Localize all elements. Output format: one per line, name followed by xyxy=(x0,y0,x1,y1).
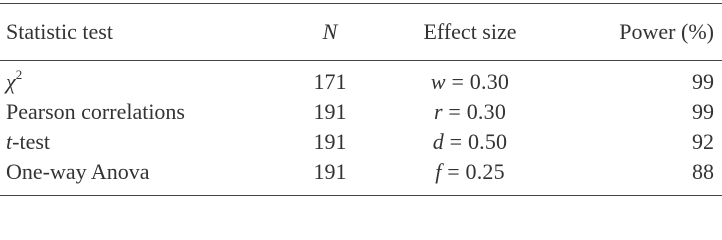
row-n: 191 xyxy=(313,159,347,184)
table-row xyxy=(0,157,722,187)
row-power: 99 xyxy=(692,99,714,124)
table-body xyxy=(0,61,722,195)
header-statistic-test: Statistic test xyxy=(6,19,113,44)
header-effect-size: Effect size xyxy=(423,19,517,44)
row-effect-size xyxy=(410,127,530,157)
row-test-chi-square xyxy=(6,67,22,97)
row-n: 191 xyxy=(313,99,347,124)
effect-value: = 0.25 xyxy=(441,159,505,184)
header-n: N xyxy=(322,19,338,44)
row-power: 88 xyxy=(692,159,714,184)
chi-superscript: 2 xyxy=(15,66,23,82)
statistics-table xyxy=(0,3,722,196)
row-n: 171 xyxy=(313,69,347,94)
row-n: 191 xyxy=(313,129,347,154)
chi-symbol: χ xyxy=(6,69,16,94)
t-symbol: t xyxy=(6,129,13,154)
row-effect-size xyxy=(410,157,530,187)
effect-value: = 0.30 xyxy=(442,99,507,124)
effect-value: = 0.30 xyxy=(445,69,510,94)
row-test: Pearson correlations xyxy=(6,99,185,124)
header-row xyxy=(0,4,722,60)
test-suffix: -test xyxy=(12,129,51,154)
effect-variable: r xyxy=(433,99,443,124)
header-power: Power (%) xyxy=(619,19,714,44)
table-row xyxy=(0,97,722,127)
bottom-rule xyxy=(0,195,722,196)
table-row xyxy=(0,67,722,97)
row-power: 99 xyxy=(692,69,714,94)
effect-variable: d xyxy=(432,129,444,154)
row-power: 92 xyxy=(692,129,714,154)
row-test-t-test xyxy=(6,127,50,157)
row-effect-size xyxy=(410,67,530,97)
effect-variable: f xyxy=(435,159,442,184)
table-row xyxy=(0,127,722,157)
effect-variable: w xyxy=(430,69,446,94)
effect-value: = 0.50 xyxy=(443,129,508,154)
row-test: One-way Anova xyxy=(6,159,150,184)
row-effect-size xyxy=(410,97,530,127)
